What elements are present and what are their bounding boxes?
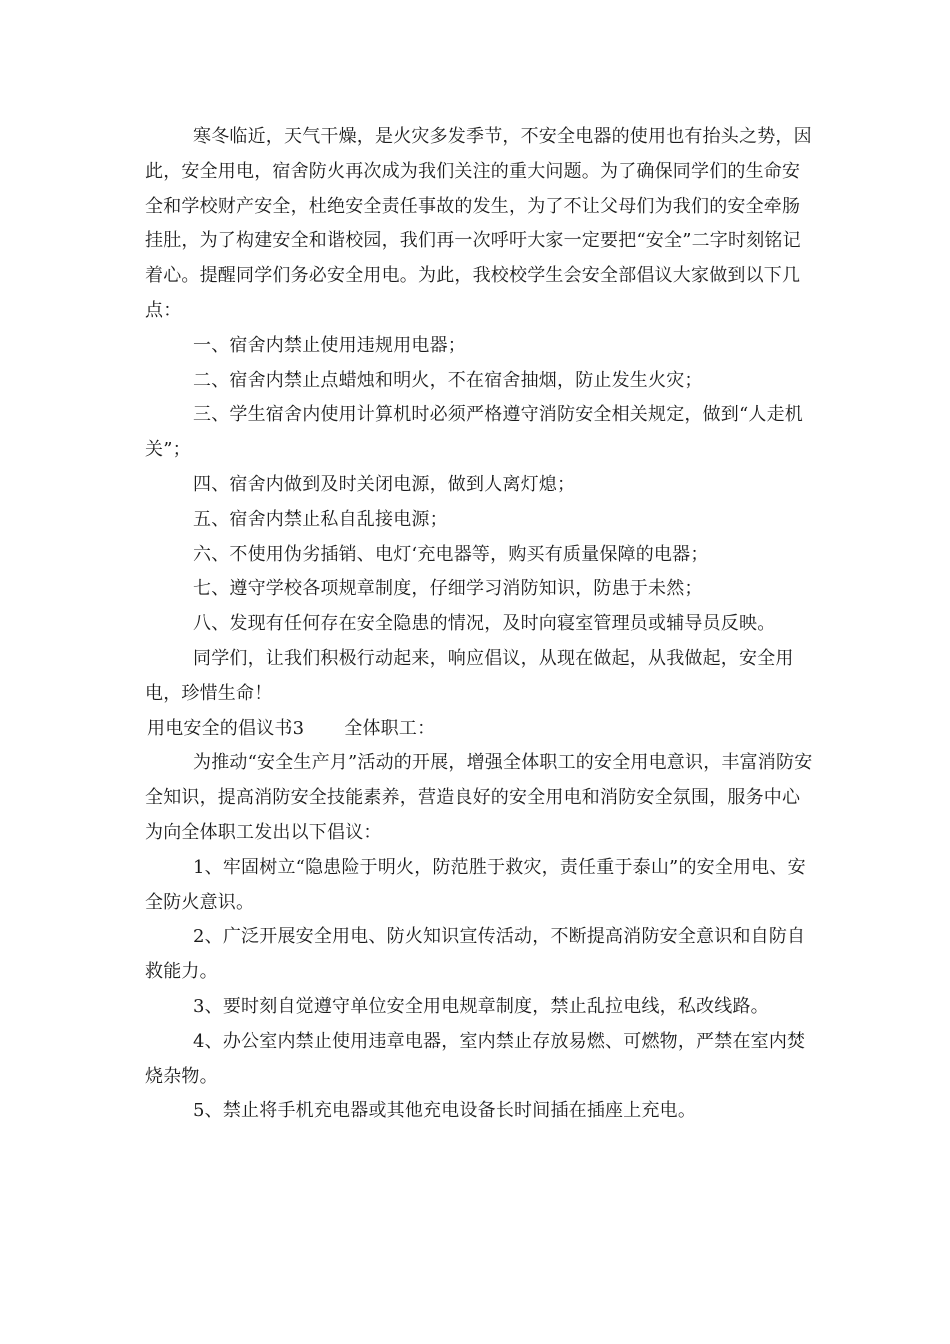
proposal-item-1: 一、宿舍内禁止使用违规用电器；: [193, 334, 466, 356]
proposal-item-7: 七、遵守学校各项规章制度，仔细学习消防知识，防患于未然；: [193, 578, 703, 600]
proposal-item-5: 五、宿舍内禁止私自乱接电源；: [193, 508, 448, 530]
initiative-item-4: 4、办公室内禁止使用违章电器，室内禁止存放易燃、可燃物，严禁在室内焚烧杂物。: [145, 1030, 806, 1087]
proposal-item-3: 三、学生宿舍内使用计算机时必须严格遵守消防安全相关规定，做到“人走机关”；: [145, 404, 803, 461]
section-addressee: 全体职工：: [344, 717, 436, 739]
closing-paragraph: 同学们，让我们积极行动起来，响应倡议，从现在做起，从我做起，安全用电，珍惜生命！: [145, 647, 794, 704]
initiative-item-2: 2、广泛开展安全用电、防火知识宣传活动，不断提高消防安全意识和自防自救能力。: [145, 926, 806, 983]
section-title: 用电安全的倡议书3: [147, 717, 305, 739]
document-body: [145, 120, 815, 1129]
proposal-item-6: 六、不使用伪劣插销、电灯‘充电器等，购买有质量保障的电器；: [193, 543, 709, 565]
intro-paragraph: 寒冬临近，天气干燥，是火灾多发季节，不安全电器的使用也有抬头之势，因此，安全用电，宿舍防火再次成为我们关注的重大问题。为了确保同学们的生命安全和学校财产安全，杜绝安全责任事故的发生，为了不让父母们为我们的安全牵肠挂肚，为了构建安全和谐校园，我们再一次呼吁大家一定要把“安全”二字时刻铭记着心。提醒同学们务必安全用电。为此，我校校学生会安全部倡议大家做到以下几点：: [145, 126, 812, 321]
section-heading: [145, 712, 815, 747]
initiative-item-1: 1、牢固树立“隐患险于明火，防范胜于救灾，责任重于泰山”的安全用电、安全防火意识。: [145, 856, 806, 913]
proposal-item-8: 八、发现有任何存在安全隐患的情况，及时向寝室管理员或辅导员反映。: [193, 613, 776, 635]
initiative-item-5: 5、禁止将手机充电器或其他充电设备长时间插在插座上充电。: [193, 1100, 697, 1122]
proposal-item-2: 二、宿舍内禁止点蜡烛和明火，不在宿舍抽烟，防止发生火灾；: [193, 369, 703, 391]
section-intro-paragraph: 为推动“安全生产月”活动的开展，增强全体职工的安全用电意识，丰富消防安全知识，提高消防安全技能素养，营造良好的安全用电和消防安全氛围，服务中心为向全体职工发出以下倡议：: [145, 752, 813, 843]
initiative-item-3: 3、要时刻自觉遵守单位安全用电规章制度，禁止乱拉电线，私改线路。: [193, 995, 769, 1017]
proposal-item-4: 四、宿舍内做到及时关闭电源，做到人离灯熄；: [193, 473, 576, 495]
